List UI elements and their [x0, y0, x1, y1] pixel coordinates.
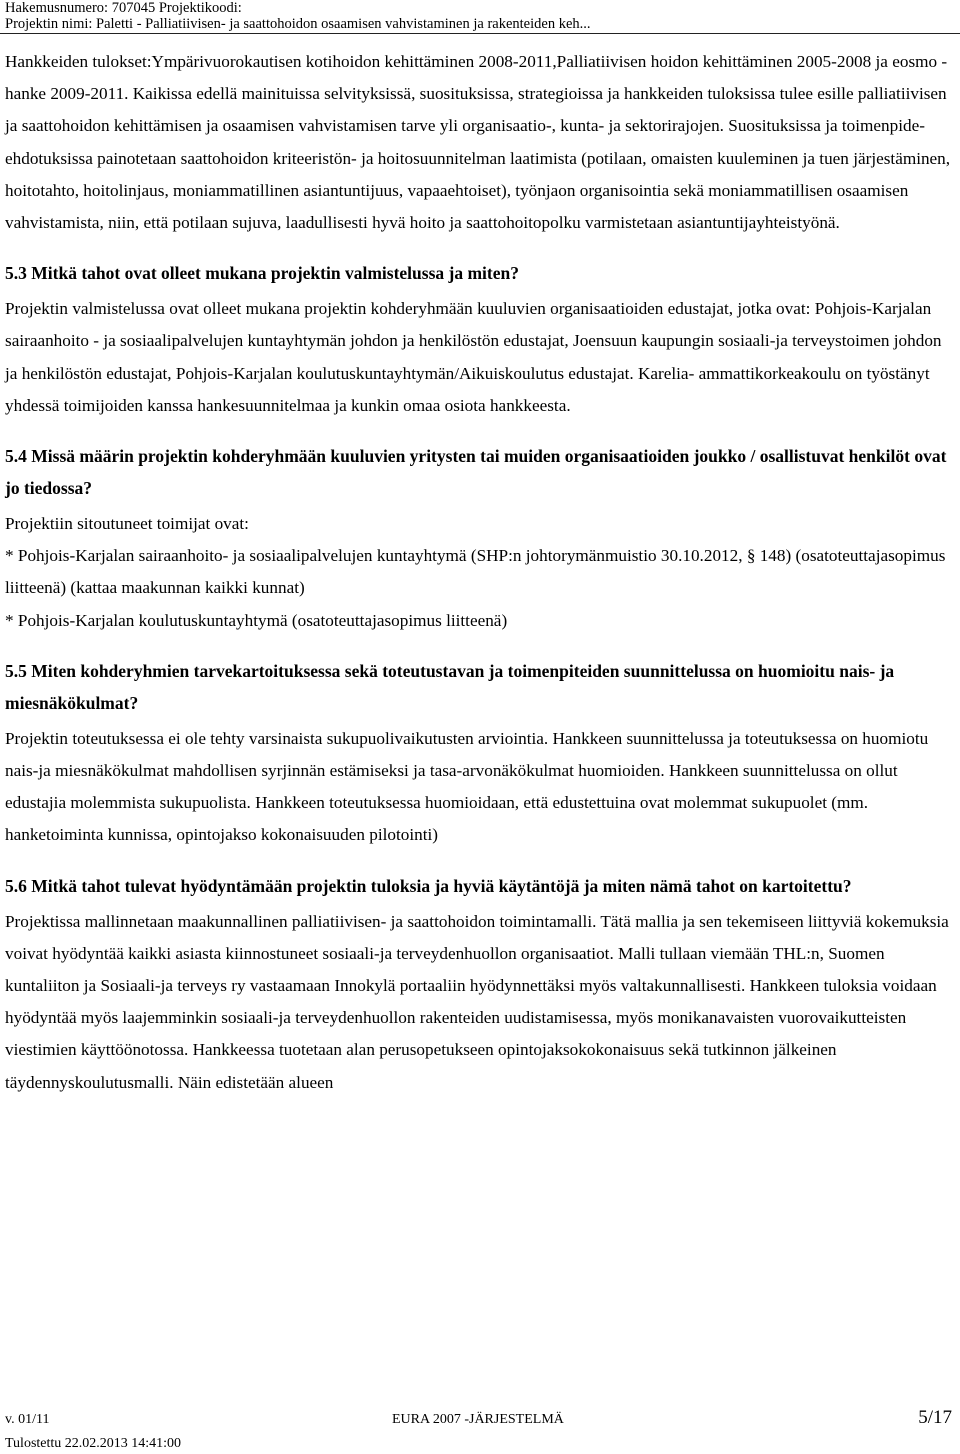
paragraph-gender: Projektin toteutuksessa ei ole tehty varsinaista sukupuolivaikutusten arviointia. Hankkeen suunnittelussa ja toteutuksessa on huomiotu nais-ja miesnäkökulmat mahdollisen syrjinnän estämiseksi ja tasa-arvonäkökulmat huomioiden. Hankkeen suunnittelussa on ollut edustajia molemmista sukupuolista. Hankkeen toteutuksessa huomioidaan, että edustettuina ovat molemmat sukupuolet (mm. hanketoiminta kunnissa, opintojakso kokonaisuuden pilotointi) [5, 728, 929, 845]
footer-printed: Tulostettu 22.02.2013 14:41:00 [5, 1436, 182, 1451]
heading-5-3: 5.3 Mitkä tahot ovat olleet mukana projektin valmistelussa ja miten? [5, 263, 519, 284]
heading-5-6: 5.6 Mitkä tahot tulevat hyödyntämään projektin tuloksia ja hyviä käytäntöjä ja miten nämä tahot on kartoitettu? [5, 875, 852, 896]
paragraph-preparation: Projektin valmistelussa ovat olleet mukana projektin kohderyhmään kuuluvien organisaatioiden edustajat, jotka ovat: Pohjois-Karjalan sairaanhoito - ja sosiaalipalvelujen kuntayhtymän johdon ja henkilöstön edustajat, Joensuun kaupungin sosiaali-ja terveystoimen johdon ja henkilöstön edustajat, Pohjois-Karjalan koulutuskuntayhtymän/Aikuiskoulutus edustajat. Karelia- ammattikorkeakoulu on työstänyt yhdessä toimijoiden kanssa hankesuunnitelmaa ja kunkin omaa osiota hankkeesta. [5, 299, 942, 415]
paragraph-utilization: Projektissa mallinnetaan maakunnallinen palliatiivisen- ja saattohoidon toimintamalli. Tätä mallia ja sen tekemiseen liittyviä kokemuksia voivat hyödyntää kaikki asiasta kiinnostuneet sosiaali-ja terveydenhuollon organisaatiot. Malli tullaan viemään THL:n, Suomen kuntaliiton ja Sosiaali-ja terveys ry vastaamaan Innokylä portaaliin hyödynnettäksi myös valtakunnallisesti. Hankkeen tuloksia voidaan hyödyntää myös laajemminkin sosiaali-ja terveydenhuollon rakenteiden uudistamisessa, myös monikanavaisten vuorovaikutteisten viestimien käyttöönotossa. Hankkeessa tuotetaan alan perusopetukseen opintojaksokokonaisuus sekä tutkinnon jälkeinen täydennyskoulutusmalli. Näin edistetään alueen [5, 911, 949, 1092]
paragraph-results: Hankkeiden tulokset:Ympärivuorokautisen kotihoidon kehittäminen 2008-2011,Palliatiivisen hoidon kehittäminen 2005-2008 ja eosmo -hanke 2009-2011. Kaikissa edellä mainituissa selvityksissä, suosituksissa, strategioissa ja hankkeiden tuloksissa tulee esille palliatiivisen ja saattohoidon kehittämisen ja osaamisen vahvistamisen tarve yli organisaatio-, kunta- ja sektorirajojen. Suosituksissa ja toimenpide-ehdotuksissa painotetaan saattohoidon kriteeristön- ja hoitosuunnitelman laatimista (potilaan, omaisten kuuleminen ja tuen järjestäminen, hoitotahto, hoitolinjaus, moniammatillinen asiantuntijuus, vapaaehtoiset), työnjaon organisointia sekä moniammatillisen osaamisen vahvistamista, niin, että potilaan sujuva, laadullisesti hyvä hoito ja saattohoitopolku varmistetaan asiantuntijayhteistyönä. [5, 52, 951, 233]
heading-5-5: 5.5 Miten kohderyhmien tarvekartoituksessa sekä toteutustavan ja toimenpiteiden suunnittelussa on huomioitu nais- ja miesnäkökulmat? [5, 660, 895, 713]
document-body [5, 46, 953, 1099]
footer-version: v. 01/11 [5, 1412, 50, 1427]
spacer [5, 422, 953, 440]
document-header [5, 0, 591, 32]
paragraph-committed-intro: Projektiin sitoutuneet toimijat ovat: [5, 514, 249, 534]
spacer [5, 852, 953, 870]
paragraph-committed-item-2: * Pohjois-Karjalan koulutuskuntayhtymä (osatoteuttajasopimus liitteenä) [5, 610, 508, 630]
spacer [5, 239, 953, 257]
heading-5-4: 5.4 Missä määrin projektin kohderyhmään kuuluvien yritysten tai muiden organisaatioiden joukko / osallistuvat henkilöt ovat jo tiedossa? [5, 446, 947, 499]
spacer [5, 637, 953, 655]
project-name: Projektin nimi: Paletti - Palliatiivisen- ja saattohoidon osaamisen vahvistaminen ja rakenteiden keh... [5, 16, 591, 32]
header-divider [0, 33, 960, 34]
paragraph-committed-item-1: * Pohjois-Karjalan sairaanhoito- ja sosiaalipalvelujen kuntayhtymä (SHP:n johtorymänmuistio 30.10.2012, § 148) (osatoteuttajasopimus liitteenä) (kattaa maakunnan kaikki kunnat) [5, 546, 946, 598]
page-number: 5/17 [918, 1407, 952, 1428]
application-number: Hakemusnumero: 707045 Projektikoodi: [5, 0, 242, 16]
footer-system: EURA 2007 -JÄRJESTELMÄ [392, 1412, 564, 1427]
